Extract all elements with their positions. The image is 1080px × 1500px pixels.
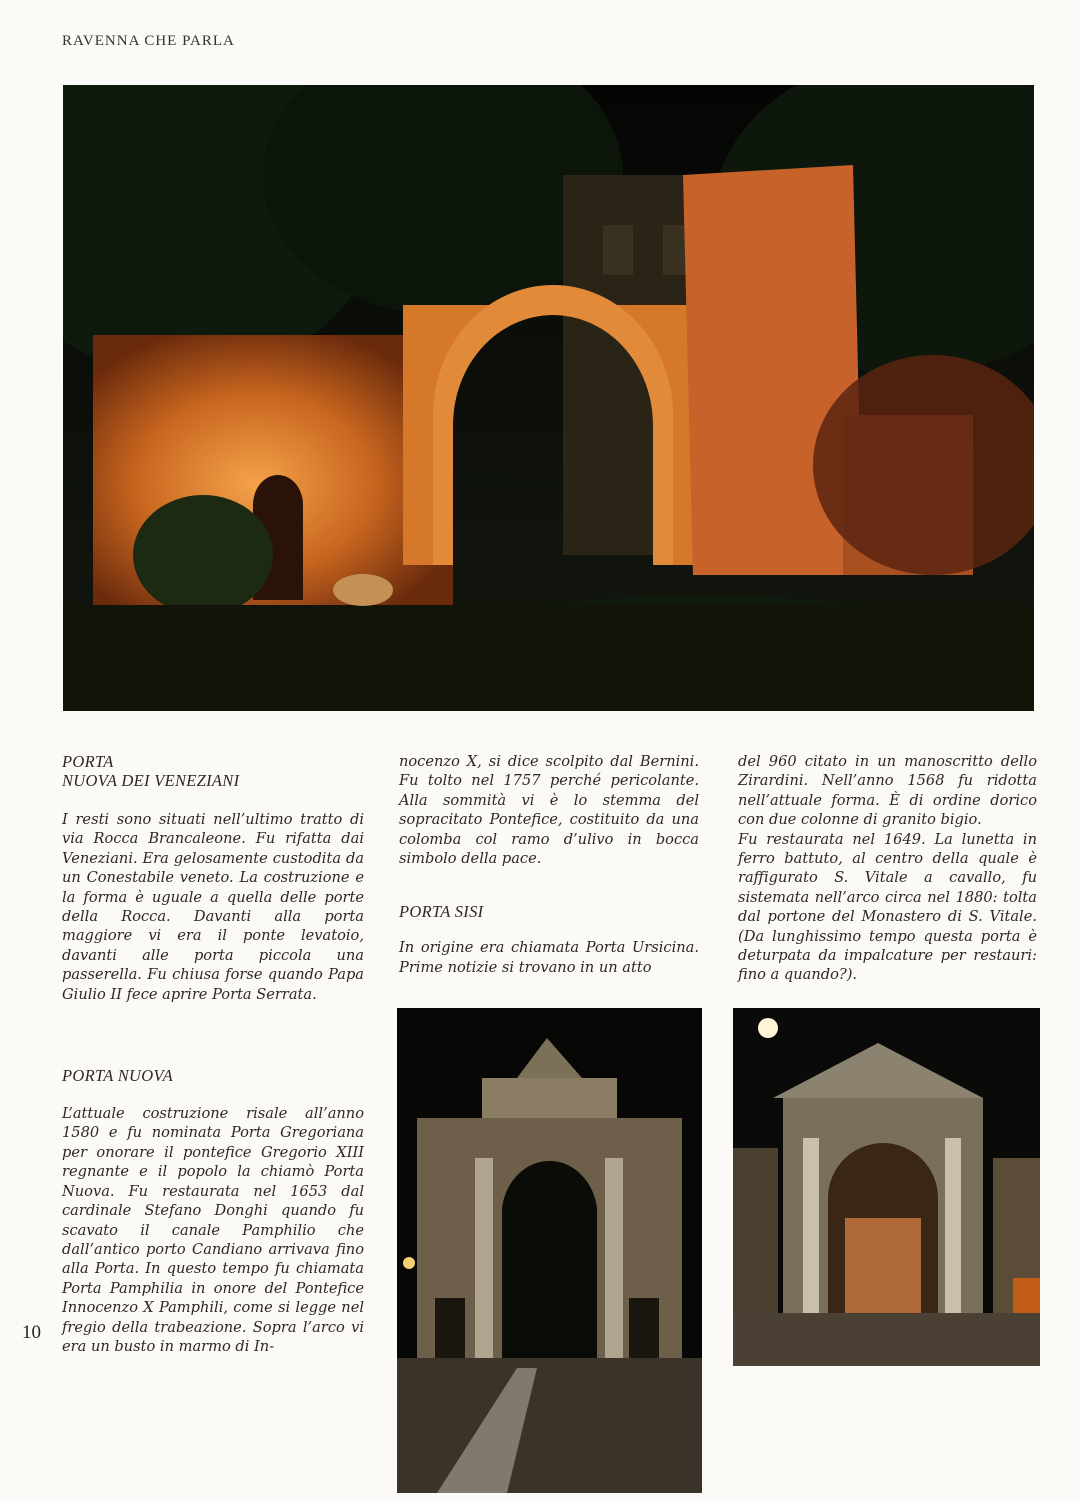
page-number: 10 (22, 1322, 41, 1343)
porta-sisi-illustration (733, 1008, 1040, 1366)
running-head: RAVENNA CHE PARLA (62, 33, 235, 49)
article-column-3 (738, 752, 1037, 985)
article-column-2 (399, 752, 699, 977)
paragraph-porta-sisi-restauro: Fu restaurata nel 1649. La lunetta in ferro battuto, al centro della quale è raffigurato S. Vitale a cavallo, fu sistemata nell’arco circa nel 1880: tolta dal portone del Monastero di S. Vitale. (Da lunghissimo tempo questa porta è deturpata da impalcature per restauri: fino a quando?). (738, 830, 1037, 984)
paragraph-porta-nuova-cont: nocenzo X, si dice scolpito dal Bernini. Fu tolto nel 1757 perché pericolante. Alla sommità vi è lo stemma del sopracitato Pontefice, costituito da una colomba col ramo d’ulivo in bocca simbolo della pace. (399, 753, 699, 868)
porta-nuova-illustration (397, 1008, 702, 1493)
paragraph-porta-nuova-veneziani: I resti sono situati nell’ultimo tratto di via Rocca Brancaleone. Fu rifatta dai Veneziani. Era gelosamente custodita da un Conestabile veneto. La costruzione e la forma è uguale a quella delle porte della Rocca. Davanti alla porta maggiore vi era il ponte levatoio, davanti alle porta piccola una passerella. Fu chiusa forse quando Papa Giulio II fece aprire Porta Serrata. (62, 811, 364, 1003)
article-column-1 (62, 752, 364, 1356)
photo-porta-sisi (733, 1008, 1040, 1366)
heading-porta-nuova: PORTA NUOVA (62, 1066, 174, 1086)
night-ruins-illustration (63, 85, 1034, 711)
photo-porta-nuova-veneziani (63, 85, 1034, 711)
paragraph-porta-sisi: In origine era chiamata Porta Ursicina. Prime notizie si trovano in un atto (399, 939, 699, 976)
photo-porta-nuova (397, 1008, 702, 1493)
heading-porta-sisi: PORTA SISI (399, 902, 484, 922)
paragraph-porta-nuova: L’attuale costruzione risale all’anno 1580 e fu nominata Porta Gregoriana per onorare il pontefice Gregorio XIII regnante e il popolo la chiamò Porta Nuova. Fu restaurata nel 1653 dal cardinale Stefano Donghi quando fu scavato il canale Pamphilio che dall’antico porto Candiano arrivava fino alla Porta. In questo tempo fu chiamata Porta Pamphilia in onore del Pontefice Innocenzo X Pamphili, come si legge nel fregio della trabeazione. Sopra l’arco vi era un busto in marmo di In- (62, 1105, 364, 1355)
paragraph-porta-sisi-cont: del 960 citato in un manoscritto dello Zirardini. Nell’anno 1568 fu ridotta nell’attuale forma. È di ordine dorico con due colonne di granito bigio. (738, 753, 1037, 829)
heading-porta-nuova-veneziani: PORTA NUOVA DEI VENEZIANI (62, 752, 240, 790)
